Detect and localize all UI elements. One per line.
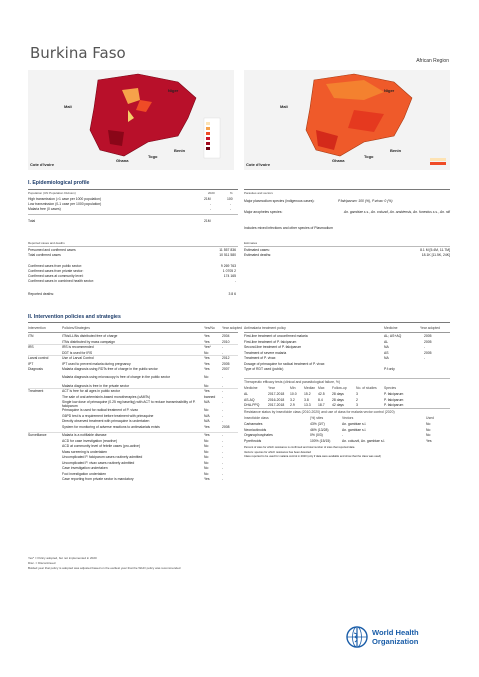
epi-row-value: - [210, 207, 212, 211]
vector-row-label: Major plasmodium species (indigenous cases): [244, 199, 315, 203]
cases-row-value: 10 511 580 [219, 253, 236, 257]
policy-col-header: Yes/No [204, 326, 215, 330]
policy-year: 2007 [222, 367, 230, 371]
section-policies-title: II. Intervention policies and strategies [28, 314, 121, 320]
map2-label-benin: Benin [390, 148, 402, 153]
resistance-header: Resistance status by insecticide class (2010-2020) and use of class for malaria vector control (2020) [244, 410, 395, 414]
footnote: Disc. = Discontinued [28, 561, 56, 565]
treatment-policy: Dosage of primaquine for radical treatment of P. vivax [244, 361, 325, 366]
policy-year: - [222, 350, 224, 355]
policy-year: - [222, 455, 224, 460]
efficacy-cell: 28 days [332, 397, 344, 402]
map2-label-ghana: Ghana [332, 158, 345, 163]
policy-strategy: Malaria diagnosis is free in the private sector [62, 383, 130, 388]
resistance-col-header: Insecticide class [244, 416, 269, 420]
policy-year: - [222, 477, 224, 482]
map-label-niger: Niger [168, 88, 179, 93]
estimate-row-value: 8.1 M [5.4M, 11.7M] [420, 248, 450, 252]
efficacy-cell: 2017-2018 [268, 392, 285, 396]
cases-row-value: 9 269 763 [220, 264, 236, 268]
map-prevalence [244, 70, 450, 170]
efficacy-cell: 3 [356, 403, 358, 407]
divider [28, 246, 238, 247]
efficacy-cell: 3 [356, 392, 358, 396]
divider [244, 332, 450, 333]
map2-label-niger: Niger [384, 88, 395, 93]
resistance-cell: 0% (0/3) [310, 433, 323, 437]
policy-yesno: No [204, 383, 209, 388]
policy-year: - [222, 394, 224, 399]
treatment-year: - [424, 356, 426, 360]
map-incidence-svg [28, 70, 234, 170]
policy-year: - [222, 471, 224, 476]
divider [28, 332, 238, 333]
policy-strategy: Single low dose of primaquine (0.25 mg base/kg) with ACT to reduce transmissibility of P. falciparum [62, 400, 196, 409]
policy-strategy: ITNs/LLINs distributed free of charge [62, 334, 118, 338]
map-label-cote-divoire: Cote d'Ivoire [30, 162, 55, 167]
policy-year: - [222, 389, 224, 394]
policy-col-header: Intervention [28, 326, 46, 330]
resistance-cell: 43% (3/7) [310, 422, 325, 426]
footnote: Yes* = Policy adopted, but not implemented in 2020 [28, 556, 97, 560]
efficacy-cell: 2 [356, 397, 358, 402]
cases-row-label: Confirmed cases from private sector: [28, 269, 84, 273]
resistance-cell: No [426, 433, 431, 437]
policy-year: 2005 [222, 361, 230, 366]
cases-row-label: Presumed and confirmed cases [28, 248, 76, 252]
resistance-note: Percent of sites for which resistance is confirmed and total number of sites that reported data [244, 446, 355, 449]
treatment-year: 2005 [424, 350, 432, 355]
efficacy-cell: 10.0 [290, 392, 297, 396]
policy-strategy: ITNs distributed by mass campaign [62, 339, 115, 344]
policy-strategy: IRS is recommended [62, 345, 94, 349]
resistance-cell: Carbamates [244, 422, 263, 426]
policy-year: - [222, 444, 224, 449]
estimate-row-value: 18.1K [11.5K, 24K] [421, 253, 450, 257]
policy-year: 2008 [222, 424, 230, 429]
policy-yesno: Yes [204, 424, 210, 429]
policy-strategy: Malaria diagnosis using RDTs free of charge in the public sector [62, 367, 158, 371]
treatment-policy: Treatment of P. vivax [244, 356, 276, 360]
treatment-policy: Second-line treatment of P. falciparum [244, 345, 302, 349]
map-label-mali: Mali [64, 104, 72, 109]
resistance-note: Class reported to be used for malaria control in 2020 (only if data were available and show that the class was used) [244, 455, 381, 458]
policy-yesno: Yes [204, 361, 210, 366]
cases-row-value: - [234, 279, 236, 283]
efficacy-col-header: Medicine [244, 386, 258, 390]
efficacy-cell: 13.3 [304, 403, 311, 407]
estimate-row-label: Estimated cases: [244, 248, 270, 252]
section-epi-title: I. Epidemiological profile [28, 180, 90, 186]
vector-row-label: Major anopheles species: [244, 210, 283, 214]
treatment-policy: Type of RDT used (public) [244, 367, 284, 371]
policy-strategy: Primaquine is used for radical treatment of P. vivax [62, 408, 139, 413]
epi-row-value: 21M [204, 197, 211, 201]
treatment-col-header: Medicine [384, 326, 398, 330]
policy-strategy: DDT is used for IRS [62, 350, 93, 355]
policy-yesno: No [204, 444, 209, 449]
policy-yesno: Yes* [204, 345, 211, 349]
efficacy-cell: 8.4 [318, 397, 323, 402]
policy-yesno: Yes [204, 477, 210, 482]
divider [244, 378, 450, 379]
divider [244, 408, 450, 409]
treatment-medicine: AS [384, 350, 389, 355]
policy-intervention: Surveillance [28, 433, 47, 438]
policy-year: - [222, 400, 224, 405]
policy-strategy: ACD at community level of febrile cases (pro-active) [62, 444, 141, 449]
policy-year: - [222, 449, 224, 454]
policy-yesno: No [204, 471, 209, 476]
vector-row-value: P.falciparum: 100 (%), P.vivax: 0 (%) [338, 199, 393, 203]
policy-yesno: Yes [204, 356, 210, 360]
treatment-policy: Treatment of severe malaria [244, 350, 287, 355]
policy-strategy: Mass screening is undertaken [62, 449, 108, 454]
efficacy-cell: 2016-2018 [268, 397, 285, 402]
cases-row-label: Reported deaths: [28, 292, 55, 296]
policy-year: - [222, 466, 224, 471]
policy-intervention: Treatment [28, 389, 44, 394]
cases-header: Reported cases and deaths [28, 241, 65, 245]
policy-year: 2012 [222, 356, 230, 360]
resistance-cell: - [342, 433, 344, 437]
efficacy-cell: 3.8 [304, 397, 309, 402]
efficacy-cell: 42 days [332, 403, 344, 407]
resistance-cell: Yes [426, 438, 432, 443]
policy-year: - [222, 413, 224, 418]
map-label-ghana: Ghana [116, 158, 129, 163]
resistance-cell: 46% (13/28) [310, 427, 329, 432]
policy-yesno: No [204, 350, 209, 355]
cases-row-label: Confirmed cases at community level: [28, 274, 84, 278]
policy-intervention: Larval control [28, 356, 49, 360]
policy-year: - [222, 438, 224, 443]
policy-year: 2010 [222, 339, 230, 344]
resistance-cell: Pyrethroids [244, 438, 262, 443]
map2-label-cote-divoire: Cote d'Ivoire [246, 162, 271, 167]
policy-year: - [222, 419, 224, 424]
cases-row-value: 174 165 [223, 274, 236, 278]
footnote: Bolded year that policy is adopted was adjusted based on the earliest year that the WHO policy was recommended [28, 566, 181, 570]
policy-yesno: Yes [204, 433, 210, 438]
epi-row-value: 21M [204, 219, 211, 223]
region-label: African Region [416, 58, 449, 64]
treatment-col-header: Antimalaria treatment policy [244, 326, 286, 330]
resistance-note: Vectors: species for which resistance has been detected [244, 450, 311, 454]
policy-yesno: Yes [204, 339, 210, 344]
resistance-cell: Neonicotinoids [244, 427, 267, 432]
resistance-cell: No [426, 422, 431, 426]
resistance-cell: An. gambiae s.l. [342, 427, 367, 432]
epi-row-label: Malaria free (0 cases) [28, 207, 61, 211]
efficacy-cell: AL [244, 392, 249, 396]
estimates-header: Estimates [244, 241, 258, 245]
population-header: Population (UN Population Division) [28, 191, 76, 195]
treatment-year: 2005 [424, 334, 432, 338]
divider [244, 246, 450, 247]
policy-strategy: Case investigation undertaken [62, 466, 108, 471]
treatment-policy: First-line treatment of unconfirmed malaria [244, 334, 308, 338]
policy-year: - [222, 408, 224, 413]
treatment-medicine: NA [384, 345, 389, 349]
vector-footnote: Includes mixed infections and other species of Plasmodium [244, 226, 333, 230]
policy-strategy: Malaria is a notifiable disease [62, 433, 107, 438]
efficacy-cell: 42.5 [318, 392, 325, 396]
policy-yesno: Yes [204, 367, 210, 371]
efficacy-cell: P. falciparum [384, 397, 404, 402]
policy-yesno: Yes [204, 334, 210, 338]
cases-row-value: 11 557 836 [219, 248, 236, 252]
policy-yesno: N/A [204, 419, 210, 424]
policy-strategy: Uncomplicated P. falciparum cases routinely admitted [62, 455, 143, 460]
efficacy-col-header: Species [384, 386, 397, 390]
resistance-cell: No [426, 427, 431, 432]
divider [244, 189, 450, 190]
treatment-medicine: AL; AS+AQ [384, 334, 402, 338]
policy-intervention: ITN [28, 334, 34, 338]
map-label-benin: Benin [174, 148, 186, 153]
cases-row-label: Confirmed cases in combined health sector: [28, 279, 94, 283]
policy-year: - [222, 375, 224, 380]
epi-row-pct: - [230, 207, 232, 211]
cases-row-label: Confirmed cases from public sector: [28, 264, 83, 268]
policy-yesno: No [204, 438, 209, 443]
resistance-cell: An. coluzzii, An. gambiae s.l. [342, 438, 386, 443]
policy-intervention: IRS [28, 345, 34, 349]
population-pct: % [230, 191, 233, 195]
resistance-col-header: Vectors [342, 416, 354, 420]
efficacy-header: Therapeutic efficacy tests (clinical and parasitological failure, %) [244, 380, 341, 384]
treatment-col-header: Year adopted [420, 326, 441, 330]
policy-yesno: Yes [204, 389, 210, 394]
policy-yesno: N/A [204, 413, 210, 418]
efficacy-col-header: Median [304, 386, 316, 390]
resistance-cell: An. gambiae s.l. [342, 422, 367, 426]
policy-yesno: No [204, 455, 209, 460]
policy-intervention: Diagnosis [28, 367, 43, 371]
efficacy-cell: P. falciparum [384, 403, 404, 407]
efficacy-col-header: Max [318, 386, 325, 390]
map2-label-mali: Mali [280, 104, 288, 109]
policy-yesno: N/A [204, 400, 210, 405]
vectors-header: Parasites and vectors [244, 191, 273, 195]
policy-yesno: No [204, 408, 209, 413]
policy-strategy: ACD for case investigation (reactive) [62, 438, 118, 443]
cases-row-label: Total confirmed cases [28, 253, 61, 257]
policy-year: 2004 [222, 334, 230, 338]
treatment-medicine: AL [384, 339, 389, 344]
policy-strategy: Directly observed treatment with primaquine is undertaken [62, 419, 150, 424]
policy-strategy: IPT used to prevent malaria during pregnancy [62, 361, 131, 366]
resistance-col-header: Used [426, 416, 434, 420]
efficacy-col-header: No. of studies [356, 386, 377, 390]
policy-col-header: Policies/Strategies [62, 326, 90, 330]
policy-yesno: No [204, 460, 209, 465]
treatment-policy: First-line treatment of P. falciparum [244, 339, 297, 344]
population-year: 2020 [208, 191, 215, 195]
resistance-col-header: (%) sites [310, 416, 324, 420]
who-line1: World Health [372, 628, 419, 637]
who-line2: Organization [372, 636, 419, 646]
policy-strategy: Uncomplicated P. vivax cases routinely admitted [62, 460, 135, 465]
efficacy-cell: 18.7 [318, 403, 325, 407]
vector-row-value: An. gambiae s.s., An. coluzzii, An. arabiensis, An. funestus s.s., An. nili [343, 210, 450, 214]
efficacy-cell: 2.9 [290, 403, 295, 407]
policy-yesno: banned [204, 394, 216, 399]
map-prevalence-svg [244, 70, 450, 170]
estimate-row-label: Estimated deaths: [244, 253, 272, 257]
epi-row-label: Total [28, 219, 36, 223]
page-title: Burkina Faso [30, 44, 126, 62]
efficacy-cell: DHA-PPQ [244, 403, 260, 407]
map-incidence [28, 70, 234, 170]
epi-row-value: - [210, 202, 212, 206]
efficacy-cell: 2017-2018 [268, 403, 285, 407]
treatment-year: 2005 [424, 339, 432, 344]
policy-strategy: Case reporting from private sector is mandatory [62, 477, 134, 482]
efficacy-col-header: Follow-up [332, 386, 347, 390]
treatment-year: - [424, 345, 426, 349]
divider [28, 189, 238, 190]
who-wordmark [372, 629, 419, 646]
policy-strategy: The sale of oral artemisinin-based monotherapies (oAMTs) [62, 394, 151, 399]
resistance-cell: 100% (15/15) [310, 438, 331, 443]
divider [28, 214, 238, 215]
efficacy-cell: P. falciparum [384, 392, 404, 396]
policy-yesno: No [204, 375, 209, 380]
policy-year: - [222, 460, 224, 465]
efficacy-cell: 15.2 [304, 392, 311, 396]
policy-year: - [222, 383, 224, 388]
epi-row-label: High transmission (>1 case per 1000 population) [28, 197, 102, 201]
efficacy-cell: 3.2 [290, 397, 295, 402]
policy-strategy: Use of Larval Control [62, 356, 94, 360]
resistance-cell: Organophosphates [244, 433, 273, 437]
policy-strategy: Malaria diagnosis using microscopy is free of charge in the public sector [62, 375, 170, 380]
map2-label-togo: Togo [364, 154, 374, 159]
efficacy-col-header: Year [268, 386, 275, 390]
policy-strategy: ACT is free for all ages in public sector [62, 389, 120, 394]
policy-intervention: IPT [28, 361, 34, 366]
policy-yesno: No [204, 449, 209, 454]
efficacy-col-header: Min [290, 386, 296, 390]
epi-row-pct: 100 [227, 197, 233, 201]
who-emblem-icon [346, 626, 368, 648]
policy-year: - [222, 433, 224, 438]
policy-strategy: Foci investigation undertaken [62, 471, 107, 476]
policy-strategy: System for monitoring of adverse reactions to antimalarials exists [62, 424, 160, 429]
policy-yesno: No [204, 466, 209, 471]
divider [28, 322, 450, 323]
efficacy-cell: 28 days [332, 392, 344, 396]
policy-strategy: G6PD test is a requirement before treatment with primaquine [62, 413, 154, 418]
efficacy-cell: AS-AQ [244, 397, 255, 402]
treatment-medicine: P.f only [384, 367, 395, 371]
policy-col-header: Year adopted [222, 326, 242, 330]
policy-year: - [222, 345, 224, 349]
epi-row-label: Low transmission (0-1 case per 1000 population) [28, 202, 102, 206]
cases-row-value: 3 8 6 [228, 292, 236, 296]
epi-row-pct: - [230, 202, 232, 206]
map-label-togo: Togo [148, 154, 158, 159]
treatment-medicine: NA [384, 356, 389, 360]
cases-row-value: 1 0705 2 [222, 269, 236, 273]
